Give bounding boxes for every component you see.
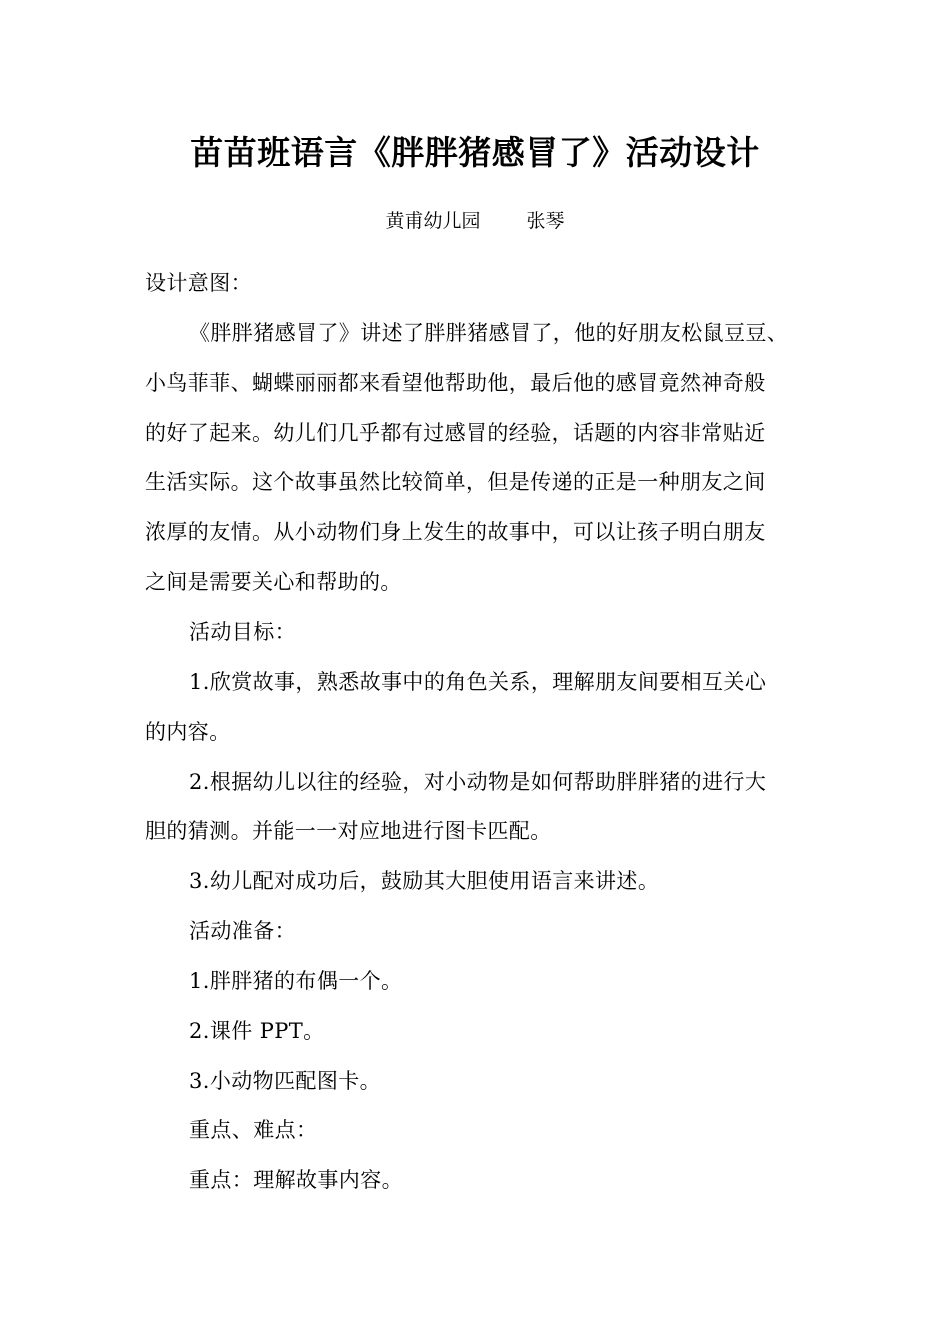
preparation-item: 3.小动物匹配图卡。 [189, 1069, 382, 1093]
preparation-item: 1.胖胖猪的布偶一个。 [189, 969, 403, 993]
design-intent-line: 《胖胖猪感冒了》讲述了胖胖猪感冒了，他的好朋友松鼠豆豆、 [189, 321, 789, 345]
design-intent-line: 浓厚的友情。从小动物们身上发生的故事中，可以让孩子明白朋友 [145, 520, 766, 544]
design-intent-line: 的好了起来。幼儿们几乎都有过感冒的经验，话题的内容非常贴近 [145, 421, 766, 445]
author-name: 张琴 [526, 210, 565, 232]
goals-heading: 活动目标： [189, 620, 296, 644]
goal-item-3: 3.幼儿配对成功后，鼓励其大胆使用语言来讲述。 [189, 869, 660, 893]
goal-item-2: 2.根据幼儿以往的经验，对小动物是如何帮助胖胖猪的进行大 [189, 770, 767, 794]
key-point: 重点：理解故事内容。 [189, 1168, 403, 1192]
goal-item-1-cont: 的内容。 [145, 720, 231, 744]
design-intent-line: 之间是需要关心和帮助的。 [145, 570, 402, 594]
document-title: 苗苗班语言《胖胖猪感冒了》活动设计 [190, 133, 760, 172]
design-intent-line: 小鸟菲菲、蝴蝶丽丽都来看望他帮助他，最后他的感冒竟然神奇般 [145, 371, 766, 395]
byline [0, 207, 950, 235]
goal-item-1: 1.欣赏故事，熟悉故事中的角色关系，理解朋友间要相互关心 [189, 670, 767, 694]
design-intent-heading: 设计意图： [145, 271, 252, 295]
design-intent-line: 生活实际。这个故事虽然比较简单，但是传递的正是一种朋友之间 [145, 470, 766, 494]
preparation-heading: 活动准备： [189, 919, 296, 943]
goal-item-2-cont: 胆的猜测。并能一一对应地进行图卡匹配。 [145, 819, 552, 843]
preparation-item: 2.课件 PPT。 [189, 1019, 325, 1043]
key-points-heading: 重点、难点： [189, 1118, 318, 1142]
school-name: 黄甫幼儿园 [385, 210, 481, 232]
